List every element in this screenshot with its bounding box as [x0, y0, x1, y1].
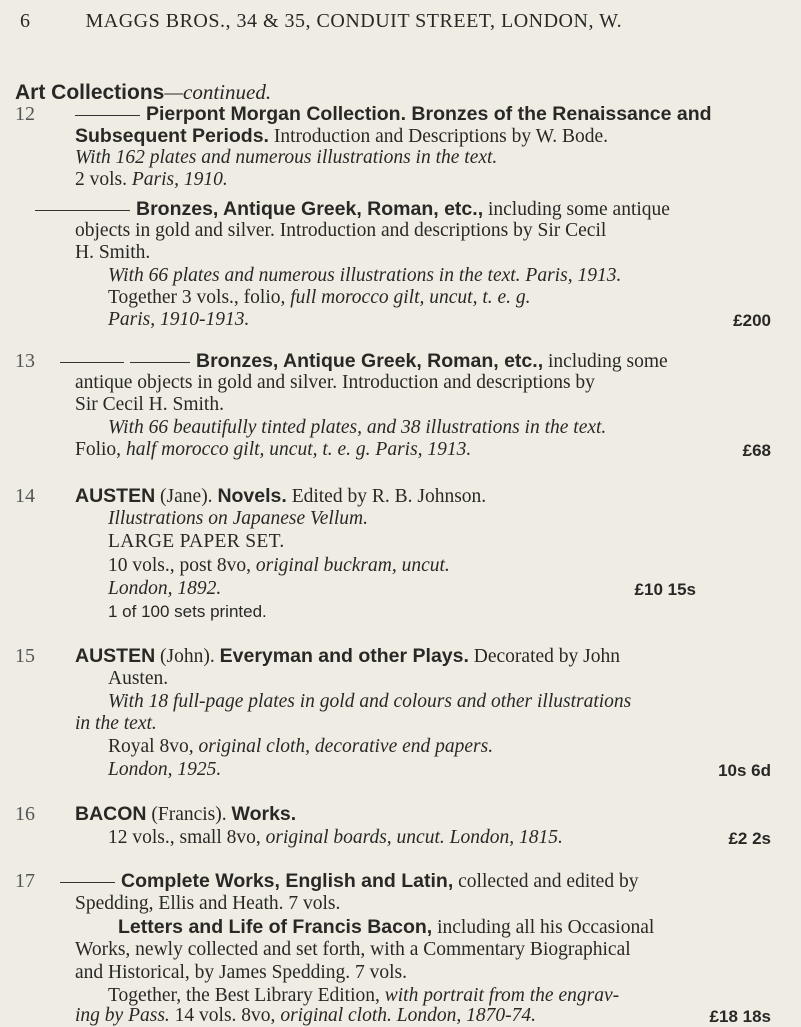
entry-heading: Pierpont Morgan Collection. Bronzes of the Renaissance and	[146, 103, 712, 125]
entry-line: London, 1892.	[108, 578, 222, 599]
entry-illustration-note: with portrait from the engrav-	[384, 985, 620, 1006]
entry-line	[118, 916, 654, 939]
entry-line: and Historical, by James Spedding. 7 vols.	[75, 962, 408, 983]
entry-text: (Jane).	[155, 486, 218, 507]
entry-line	[75, 485, 486, 508]
entry-imprint: original cloth. London, 1870-74.	[280, 1005, 536, 1026]
entry-text: collected and edited by	[453, 871, 639, 892]
entry-line: LARGE PAPER SET.	[108, 531, 285, 552]
entry-line	[108, 985, 619, 1007]
entry-number: 14	[15, 485, 35, 507]
entry-text: Together 3 vols., folio,	[108, 287, 291, 308]
author-name: BACON	[75, 803, 147, 825]
entry-text: including all his Occasional	[432, 917, 655, 938]
entry-heading: Novels.	[217, 485, 287, 507]
entry-line	[108, 827, 563, 849]
entry-price: £200	[733, 311, 771, 330]
entry-line	[75, 169, 228, 191]
entry-heading: Works.	[231, 803, 297, 825]
entry-line	[60, 350, 668, 373]
entry-text: 12 vols., small 8vo,	[108, 827, 266, 848]
entry-number: 17	[15, 870, 35, 892]
entry-heading: Everyman and other Plays.	[219, 645, 469, 667]
section-title	[15, 80, 271, 105]
entry-price: £2 2s	[728, 829, 771, 848]
entry-line: With 66 beautifully tinted plates, and 38 illustrations in the text.	[108, 417, 607, 438]
entry-line: 1 of 100 sets printed.	[108, 602, 267, 621]
entry-line: London, 1925.	[108, 759, 222, 780]
entry-heading: Bronzes, Antique Greek, Roman, etc.,	[136, 198, 484, 220]
entry-line	[108, 736, 493, 758]
entry-line: antique objects in gold and silver. Introduction and descriptions by	[75, 372, 595, 393]
entry-binding: original cloth, decorative end papers.	[198, 736, 494, 757]
entry-text: Decorated by John	[468, 646, 620, 667]
entry-line	[75, 125, 608, 148]
ditto-dash	[75, 115, 140, 116]
entry-binding: full morocco gilt, uncut, t. e. g.	[290, 287, 531, 308]
entry-text: Folio,	[75, 439, 126, 460]
entry-imprint: Paris, 1910.	[131, 169, 228, 190]
ditto-dash	[130, 362, 190, 363]
entry-illustration-note: ing by Pass.	[75, 1005, 170, 1026]
entry-line	[60, 870, 638, 893]
running-title: MAGGS BROS., 34 & 35, CONDUIT STREET, LONDON, W.	[85, 10, 623, 32]
ditto-dash	[60, 882, 115, 883]
entry-line	[75, 1005, 536, 1027]
entry-line: With 18 full-page plates in gold and colours and other illustrations	[108, 691, 632, 712]
entry-text: including some	[543, 351, 668, 372]
entry-line: in the text.	[75, 713, 157, 734]
entry-line	[108, 555, 450, 577]
entry-number: 15	[15, 645, 35, 667]
entry-text: (John).	[155, 646, 220, 667]
ditto-dash	[60, 362, 124, 363]
ditto-dash	[35, 210, 130, 211]
entry-text: including some antique	[483, 199, 670, 220]
entry-text: Introduction and Descriptions by W. Bode.	[268, 126, 608, 147]
entry-heading: Subsequent Periods.	[75, 125, 269, 147]
entry-price: 10s 6d	[718, 761, 771, 780]
entry-heading: Bronzes, Antique Greek, Roman, etc.,	[196, 350, 544, 372]
section-title-main: Art Collections	[15, 81, 165, 104]
entry-line: objects in gold and silver. Introduction and descriptions by Sir Cecil	[75, 220, 607, 241]
author-name: AUSTEN	[75, 645, 156, 667]
entry-text: 10 vols., post 8vo,	[108, 555, 256, 576]
entry-line: Sir Cecil H. Smith.	[75, 394, 224, 415]
section-title-suffix: —continued.	[164, 80, 272, 104]
running-header	[20, 10, 781, 33]
entry-line: With 162 plates and numerous illustrations in the text.	[75, 147, 498, 168]
entry-text: 2 vols.	[75, 169, 132, 190]
page-number: 6	[20, 10, 31, 32]
entry-line	[108, 287, 531, 309]
entry-binding: original buckram, uncut.	[255, 555, 450, 576]
entry-line	[75, 439, 471, 461]
author-name: AUSTEN	[75, 485, 156, 507]
entry-text: 14 vols. 8vo,	[169, 1005, 281, 1026]
entry-heading: Complete Works, English and Latin,	[121, 870, 454, 892]
entry-line	[35, 198, 670, 221]
entry-price: £18 18s	[709, 1007, 771, 1026]
entry-line: Paris, 1910-1913.	[108, 309, 250, 330]
entry-text: (Francis).	[146, 804, 232, 825]
entry-heading: Letters and Life of Francis Bacon,	[118, 916, 433, 938]
entry-number: 12	[15, 103, 35, 125]
entry-line	[75, 645, 620, 668]
entry-line	[75, 103, 712, 126]
entry-line	[75, 803, 296, 826]
entry-price: £10 15s	[634, 580, 696, 599]
entry-number: 13	[15, 350, 35, 372]
entry-imprint: original boards, uncut. London, 1815.	[265, 827, 563, 848]
entry-line: Spedding, Ellis and Heath. 7 vols.	[75, 893, 341, 914]
entry-text: Royal 8vo,	[108, 736, 199, 757]
entry-imprint: half morocco gilt, uncut, t. e. g. Paris, 1913.	[125, 439, 472, 460]
entry-line: Illustrations on Japanese Vellum.	[108, 508, 368, 529]
entry-number: 16	[15, 803, 35, 825]
entry-text: Together, the Best Library Edition,	[108, 985, 385, 1006]
entry-line: With 66 plates and numerous illustrations in the text. Paris, 1913.	[108, 265, 622, 286]
entry-line: H. Smith.	[75, 242, 151, 263]
entry-price: £68	[742, 441, 771, 460]
entry-line: Works, newly collected and set forth, with a Commentary Biographical	[75, 939, 631, 960]
entry-line: Austen.	[108, 668, 169, 689]
entry-text: Edited by R. B. Johnson.	[286, 486, 487, 507]
